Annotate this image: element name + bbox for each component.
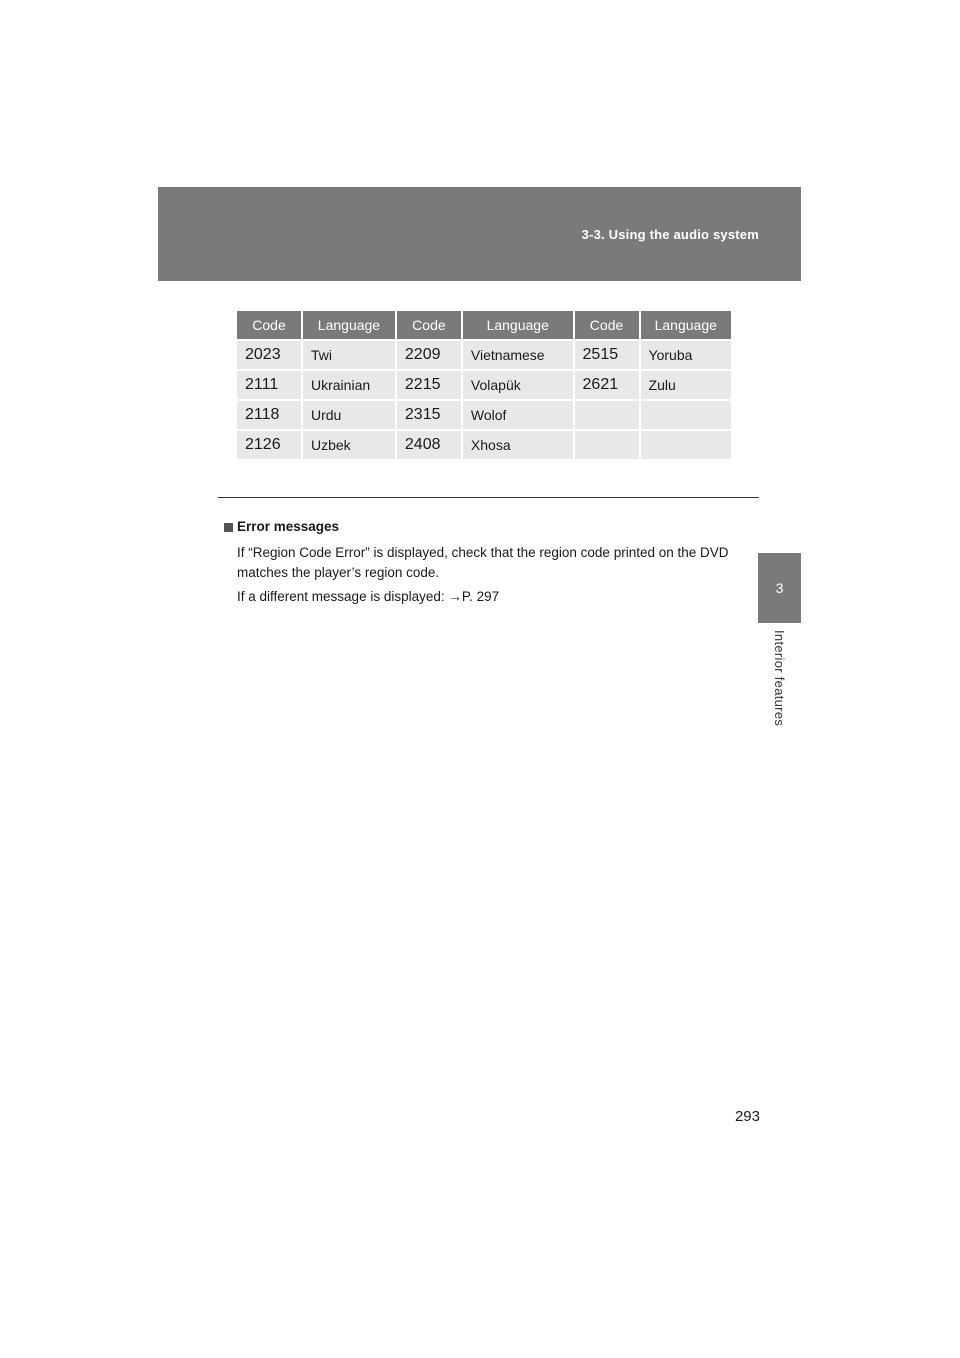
code-cell — [575, 401, 641, 431]
note-heading — [224, 517, 764, 537]
code-cell: 2118 — [237, 401, 303, 431]
table-row — [237, 431, 731, 461]
page-number: 293 — [734, 1108, 760, 1125]
language-cell: Volapük — [463, 371, 575, 401]
column-header: Language — [303, 311, 397, 341]
column-header: Language — [641, 311, 731, 341]
note-heading-text: Error messages — [237, 519, 340, 534]
chapter-label: Interior features — [772, 630, 787, 727]
table-row — [237, 371, 731, 401]
section-title: 3-3. Using the audio system — [581, 227, 759, 242]
code-cell: 2111 — [237, 371, 303, 401]
column-header: Language — [463, 311, 575, 341]
error-messages-note — [224, 517, 764, 611]
square-bullet-icon — [224, 523, 233, 532]
column-header: Code — [397, 311, 463, 341]
code-cell: 2408 — [397, 431, 463, 461]
language-cell: Vietnamese — [463, 341, 575, 371]
language-cell — [641, 431, 731, 461]
code-cell: 2126 — [237, 431, 303, 461]
code-cell: 2209 — [397, 341, 463, 371]
column-header: Code — [575, 311, 641, 341]
section-divider — [218, 497, 759, 498]
language-cell: Xhosa — [463, 431, 575, 461]
language-cell: Zulu — [641, 371, 731, 401]
language-code-table — [237, 311, 731, 461]
note-paragraph: If “Region Code Error” is displayed, check that the region code printed on the DVD matches the player’s region code. — [237, 545, 729, 580]
code-cell: 2315 — [397, 401, 463, 431]
code-cell — [575, 431, 641, 461]
language-cell: Yoruba — [641, 341, 731, 371]
table-header-row — [237, 311, 731, 341]
code-cell: 2215 — [397, 371, 463, 401]
header-band — [158, 187, 801, 281]
note-paragraph-reference: If a different message is displayed: →P. 297 — [237, 589, 500, 604]
table-row — [237, 401, 731, 431]
code-cell: 2515 — [575, 341, 641, 371]
chapter-number: 3 — [775, 580, 784, 596]
chapter-tab — [758, 553, 801, 623]
language-cell: Urdu — [303, 401, 397, 431]
language-cell: Wolof — [463, 401, 575, 431]
language-cell: Ukrainian — [303, 371, 397, 401]
language-cell: Twi — [303, 341, 397, 371]
code-cell: 2621 — [575, 371, 641, 401]
column-header: Code — [237, 311, 303, 341]
code-cell: 2023 — [237, 341, 303, 371]
language-cell — [641, 401, 731, 431]
table-row — [237, 341, 731, 371]
language-cell: Uzbek — [303, 431, 397, 461]
